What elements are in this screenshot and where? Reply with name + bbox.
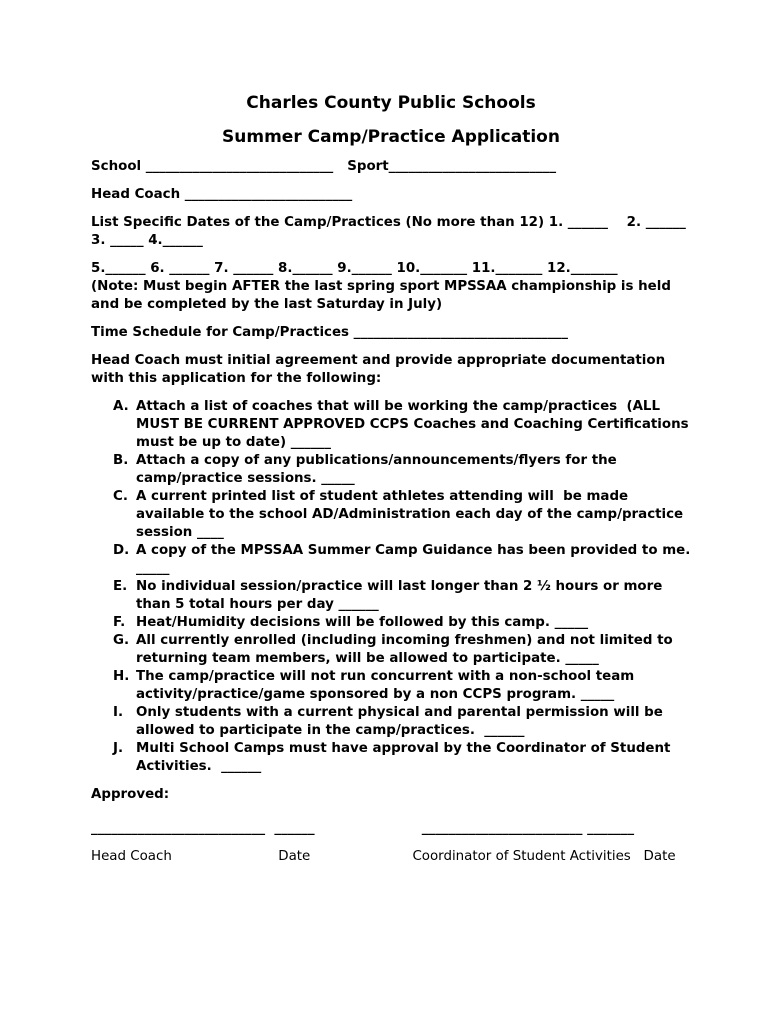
agreement-item (91, 452, 691, 488)
agreement-item (91, 578, 691, 614)
item-text: Multi School Camps must have approval by the Coordinator of Student Activities. ______ (136, 741, 676, 774)
item-marker: D. (113, 543, 130, 558)
dates-field-line1: List Specific Dates of the Camp/Practices (No more than 12) 1. ______ 2. ______ 3. _____ 4.______ (91, 215, 700, 248)
item-marker: A. (113, 399, 129, 414)
dates-field-line2: 5.______ 6. ______ 7. ______ 8.______ 9.______ 10._______ 11._______ 12._______ (91, 261, 618, 276)
item-text: All currently enrolled (including incoming freshmen) and not limited to returning team members, will be allowed to participate. _____ (136, 633, 678, 666)
form-title: Summer Camp/Practice Application (222, 127, 560, 147)
agreement-item (91, 668, 691, 704)
dates-note: (Note: Must begin AFTER the last spring sport MPSSAA championship is held and be completed by the last Saturday in July) (91, 279, 676, 312)
head-coach-field: Head Coach _________________________ (91, 187, 353, 202)
item-text: Heat/Humidity decisions will be followed by this camp. _____ (136, 615, 589, 630)
item-text: No individual session/practice will last longer than 2 ½ hours or more than 5 total hours per day ______ (136, 579, 667, 612)
item-text: Only students with a current physical and parental permission will be allowed to participate in the camp/practices. ______ (136, 705, 668, 738)
item-text: A current printed list of student athletes attending will be made available to the school AD/Administration each day of the camp/practice session ____ (136, 489, 688, 540)
item-text: Attach a copy of any publications/announcements/flyers for the camp/practice sessions. _____ (136, 453, 622, 486)
item-marker: B. (113, 453, 129, 468)
time-schedule-field: Time Schedule for Camp/Practices ________________________________ (91, 325, 568, 340)
agreement-item (91, 704, 691, 740)
org-title: Charles County Public Schools (246, 93, 536, 113)
agreement-item (91, 632, 691, 668)
item-marker: I. (113, 705, 124, 720)
item-marker: C. (113, 489, 128, 504)
item-text: The camp/practice will not run concurrent with a non-school team activity/practice/game sponsored by a non CCPS program. _____ (136, 669, 639, 702)
item-marker: J. (113, 741, 124, 756)
item-marker: H. (113, 669, 130, 684)
item-text: A copy of the MPSSAA Summer Camp Guidance has been provided to me. _____ (136, 543, 695, 576)
document-page (91, 92, 700, 876)
agreement-intro: Head Coach must initial agreement and provide appropriate documentation with this application for the following: (91, 353, 670, 386)
signature-labels: Head Coach Date Coordinator of Student Activities Date (91, 849, 676, 864)
dates-block (91, 260, 691, 314)
item-marker: F. (113, 615, 126, 630)
agreement-list (91, 398, 695, 776)
item-text: Attach a list of coaches that will be working the camp/practices (ALL MUST BE CURRENT APPROVED CCPS Coaches and Coaching Certifications must be up to date) ______ (136, 399, 694, 450)
approved-label: Approved: (91, 787, 170, 802)
agreement-item (91, 398, 694, 452)
item-marker: G. (113, 633, 130, 648)
agreement-item (91, 614, 691, 632)
signature-lines: __________________________ ______ ________________________ _______ (91, 821, 635, 836)
school-sport-field: School ____________________________ Sport_________________________ (91, 159, 557, 174)
agreement-item (91, 542, 695, 578)
item-marker: E. (113, 579, 128, 594)
agreement-item (91, 488, 691, 542)
agreement-item (91, 740, 691, 776)
